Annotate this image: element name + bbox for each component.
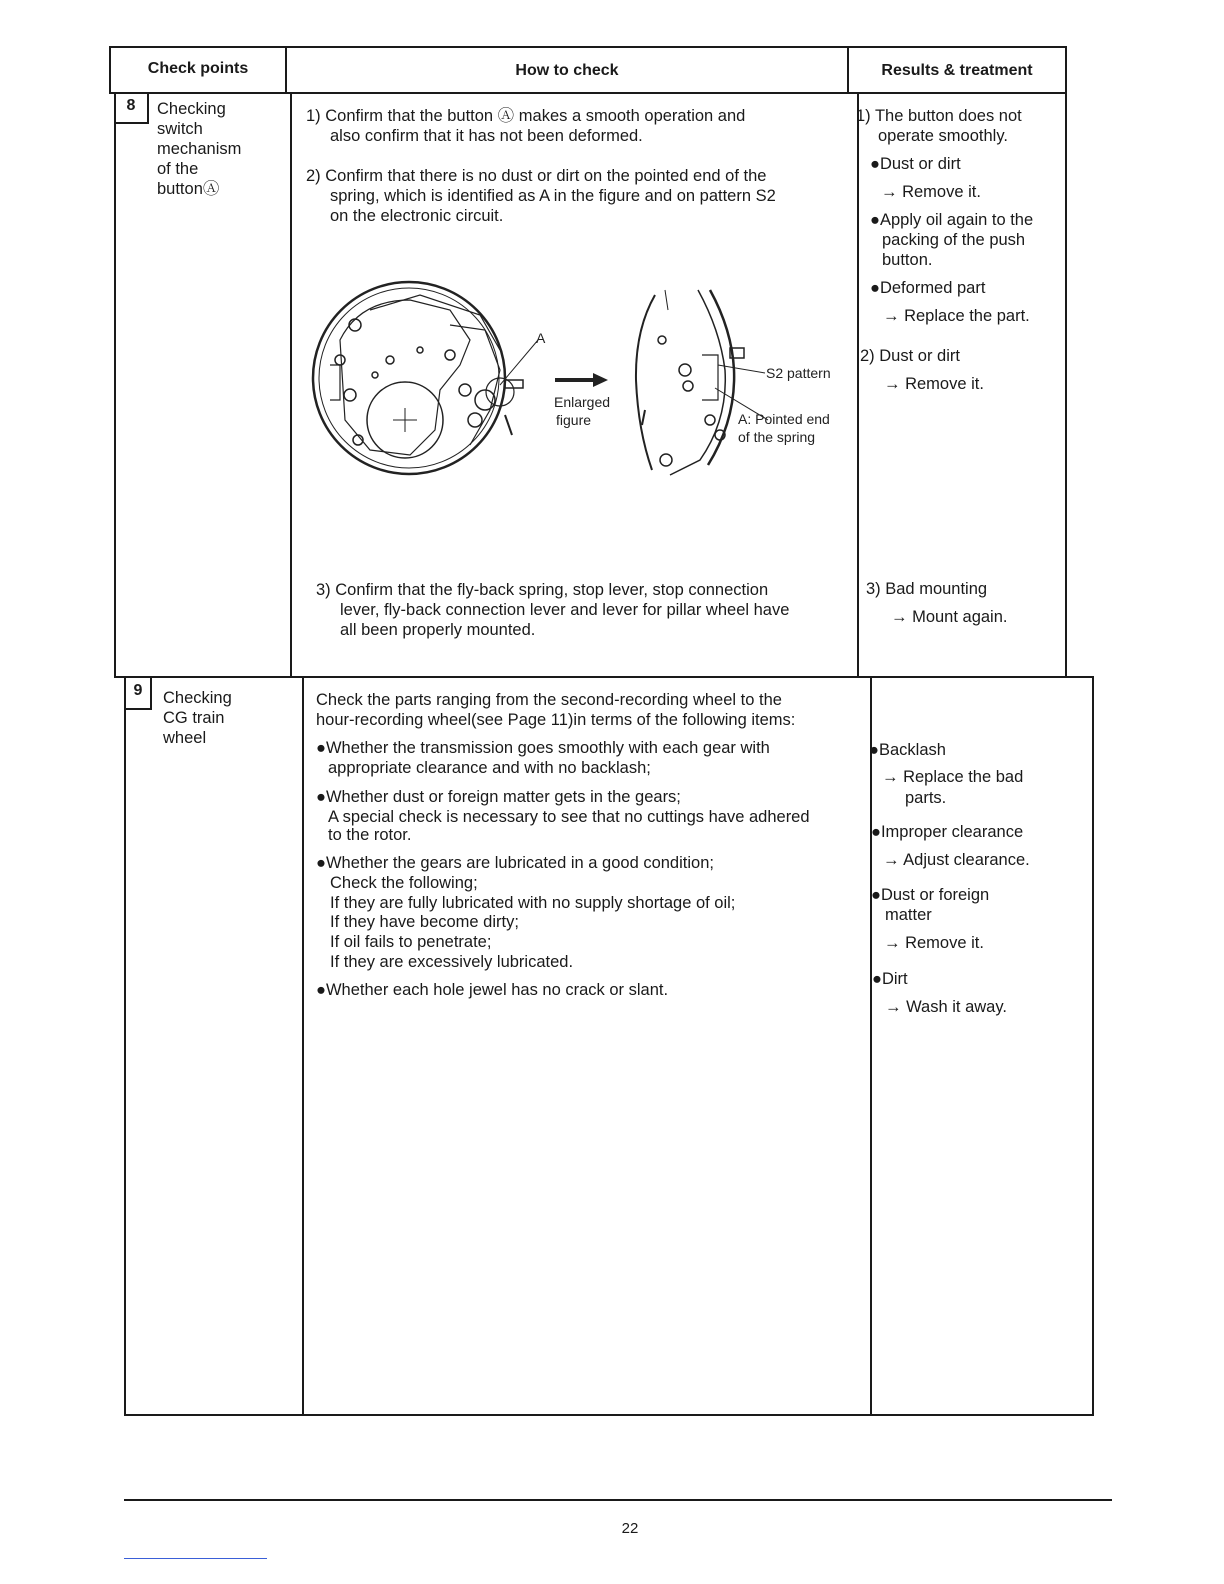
result-line: button. <box>882 251 933 269</box>
text-line: lever, fly-back connection lever and lever for pillar wheel have <box>340 601 790 619</box>
checkpoint-line: mechanism <box>157 140 242 158</box>
result-action: → Replace the part. <box>883 307 1030 325</box>
text-line: appropriate clearance and with no backlash; <box>328 759 651 777</box>
result-action: → Remove it. <box>884 934 984 952</box>
enlarged-movement-drawing <box>636 290 768 475</box>
result-action: → Remove it. <box>884 375 984 393</box>
header-results-treatment: Results & treatment <box>881 62 1033 79</box>
page-number: 22 <box>621 1520 639 1537</box>
arrow-right-icon <box>555 373 608 387</box>
result-action: → Wash it away. <box>885 998 1007 1016</box>
pointed-end-label: A: Pointed end of the spring <box>738 411 830 445</box>
text-line: 1) Confirm that the button Ⓐ makes a smooth operation and <box>306 107 746 125</box>
result-line: 1) The button does not <box>856 107 1022 125</box>
text-line: to the rotor. <box>328 826 412 844</box>
checkpoint-line: Checking <box>163 689 232 707</box>
result-action: → Replace the bad <box>882 768 1024 786</box>
result-action: → Mount again. <box>891 608 1008 626</box>
enlarged-figure-label: Enlarged figure <box>554 394 611 428</box>
result-action: → Adjust clearance. <box>883 851 1030 869</box>
check-item: ●Whether dust or foreign matter gets in the gears; <box>316 788 681 806</box>
result-action: → Remove it. <box>881 183 981 201</box>
footer-link-rule <box>124 1558 267 1559</box>
result-bullet: ●Apply oil again to the <box>870 211 1034 229</box>
checkpoint-line: CG train <box>163 709 225 727</box>
checkpoint-line: buttonⒶ <box>157 180 220 198</box>
text-line: Check the parts ranging from the second-recording wheel to the <box>316 691 782 709</box>
result-line: 3) Bad mounting <box>866 580 988 598</box>
text-line: 3) Confirm that the fly-back spring, stop lever, stop connection <box>316 581 769 599</box>
footer-rule <box>124 1499 1112 1501</box>
result-line: packing of the push <box>882 231 1026 249</box>
row9-number: 9 <box>133 682 143 699</box>
result-line: matter <box>885 906 932 924</box>
row8-number: 8 <box>126 97 136 114</box>
text-line: hour-recording wheel(see Page 11)in terms of the following items: <box>316 711 796 729</box>
result-bullet: ●Dirt <box>872 970 908 988</box>
check-item: ●Whether the gears are lubricated in a good condition; <box>316 854 714 872</box>
text-line: all been properly mounted. <box>340 621 536 639</box>
text-line: If they have become dirty; <box>330 913 519 931</box>
s2-pattern-label: S2 pattern <box>766 365 831 381</box>
result-line: parts. <box>905 789 947 807</box>
text-line: Check the following; <box>330 874 478 892</box>
watch-movement-drawing <box>313 282 538 474</box>
checkpoint-line: wheel <box>163 729 207 747</box>
movement-figure <box>300 270 856 490</box>
text-line: A special check is necessary to see that no cuttings have adhered <box>328 808 810 826</box>
check-item: ●Whether the transmission goes smoothly with each gear with <box>316 739 770 757</box>
text-line: 2) Confirm that there is no dust or dirt on the pointed end of the <box>306 167 767 185</box>
header-how-to-check: How to check <box>515 62 619 79</box>
result-bullet: ●Deformed part <box>870 279 986 297</box>
result-bullet: ●Backlash <box>869 741 946 759</box>
result-bullet: ●Dust or dirt <box>870 155 961 173</box>
checkpoint-line: Checking <box>157 100 226 118</box>
result-bullet: ●Dust or foreign <box>871 886 990 904</box>
checkpoint-line: switch <box>157 120 203 138</box>
text-line: If oil fails to penetrate; <box>330 933 492 951</box>
text-line: If they are fully lubricated with no supply shortage of oil; <box>330 894 736 912</box>
result-bullet: ●Improper clearance <box>871 823 1024 841</box>
text-line: spring, which is identified as A in the figure and on pattern S2 <box>330 187 776 205</box>
header-check-points: Check points <box>147 60 249 77</box>
text-line: on the electronic circuit. <box>330 207 504 225</box>
text-line: also confirm that it has not been deformed. <box>330 127 643 145</box>
checkpoint-line: of the <box>157 160 199 178</box>
check-item: ●Whether each hole jewel has no crack or slant. <box>316 981 669 999</box>
text-line: If they are excessively lubricated. <box>330 953 574 971</box>
figure-label-a: A <box>536 330 546 346</box>
result-line: operate smoothly. <box>878 127 1008 145</box>
result-line: 2) Dust or dirt <box>860 347 960 365</box>
